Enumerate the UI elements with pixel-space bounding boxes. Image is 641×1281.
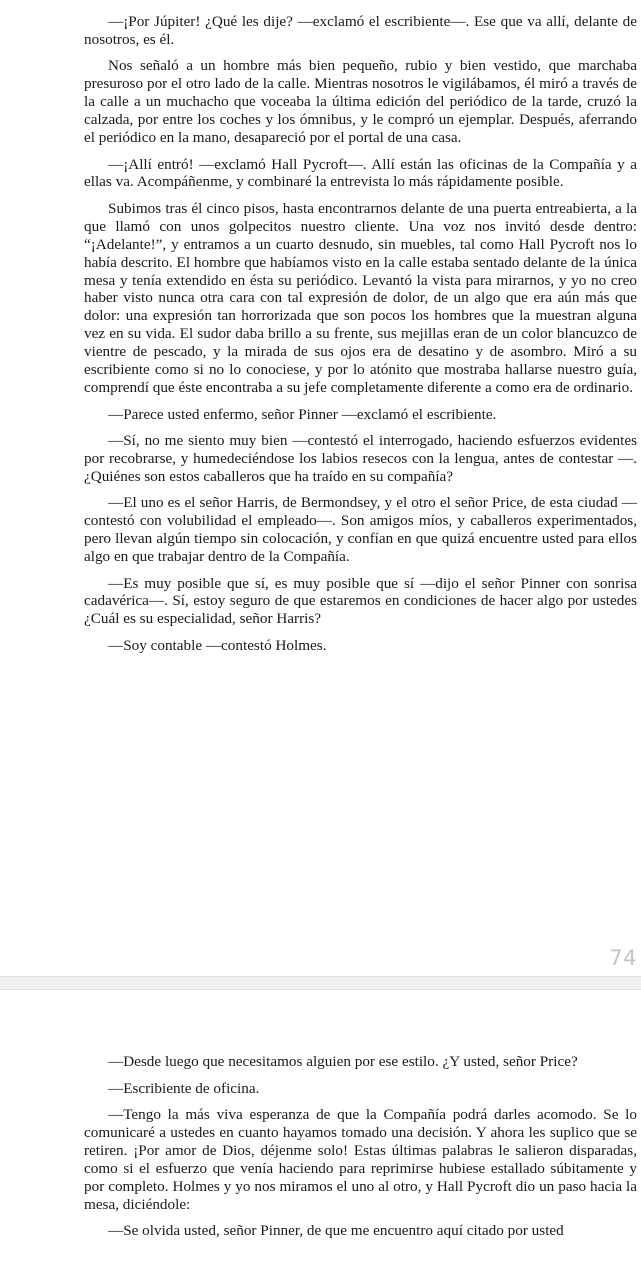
paragraph: —Desde luego que necesitamos alguien por ese estilo. ¿Y usted, señor Price? bbox=[108, 1053, 578, 1070]
paragraph: Nos señaló a un hombre más bien pequeño, rubio y bien vestido, que marchaba presuroso por el otro lado de la calle. Mientras nosotros le vigilábamos, él miró a través de la calle a un muchacho que voceaba la última edición del periódico de la tarde, cruzó la calzada, por entre los coches y los ómnibus, y le compró un ejemplar. Después, aferrando el periódico en la mano, desapareció por el portal de una casa. bbox=[84, 57, 637, 147]
page-number: 74 bbox=[609, 946, 637, 970]
paragraph: —Tengo la más viva esperanza de que la Compañía podrá darles acomodo. Se lo comunicaré a ustedes en cuanto hayamos tomado una decisión. Y ahora les suplico que se retiren. ¡Por amor de Dios, déjenme solo! Estas últimas palabras le salieron disparadas, como si el esfuerzo que venía haciendo para reprimirse hubiese estallado súbitamente y por completo. Holmes y yo nos miramos el uno al otro, y Hall Pycroft dio un paso hacia la mesa, diciéndole: bbox=[84, 1106, 637, 1213]
paragraph: —¡Por Júpiter! ¿Qué les dije? —exclamó el escribiente—. Ese que va allí, delante de nosotros, es él. bbox=[84, 13, 637, 48]
paragraph: —¡Allí entró! —exclamó Hall Pycroft—. Allí están las oficinas de la Compañía y a ellas va. Acompáñenme, y combinaré la entrevista lo más rápidamente posible. bbox=[84, 155, 637, 191]
paragraph: —Sí, no me siento muy bien —contestó el interrogado, haciendo esfuerzos evidentes por recobrarse, y humedeciéndose los labios resecos con la lengua, antes de contestar —. ¿Quiénes son estos caballeros que ha traído en su compañía? bbox=[84, 432, 637, 485]
paragraph: —El uno es el señor Harris, de Bermondsey, y el otro el señor Price, de esta ciudad —contestó con volubilidad el empleado—. Son amigos míos, y caballeros experimentados, pero llevan algún tiempo sin colocación, y confían en que quizá encuentre usted para ellos algo en que trabajar dentro de la Compañía. bbox=[84, 494, 637, 566]
paragraph: —Escribiente de oficina. bbox=[108, 1079, 260, 1097]
page-separator bbox=[0, 976, 641, 990]
page-text bbox=[84, 1053, 637, 1249]
paragraph: —Soy contable —contestó Holmes. bbox=[108, 636, 327, 654]
paragraph: —Parece usted enfermo, señor Pinner —exclamó el escribiente. bbox=[108, 405, 497, 423]
paragraph: Subimos tras él cinco pisos, hasta encontrarnos delante de una puerta entreabierta, a la que llamó con unos golpecitos nuestro cliente. Una voz nos invitó desde dentro: “¡Adelante!”, y entramos a un cuarto desnudo, sin muebles, tal como Hall Pycroft nos lo había descrito. El hombre que habíamos visto en la calle estaba sentado delante de la única mesa y tenía extendido en ésta su periódico. Levantó la vista para mirarnos, y yo no creo haber visto nunca otra cara con tal expresión de dolor, de un algo que era aún más que dolor: una expresión tan horrorizada que son pocos los hombres que la muestran alguna vez en su vida. El sudor daba brillo a su frente, sus mejillas eran de un color blancuzco de vientre de pescado, y la mirada de sus ojos era de desatino y de asombro. Miró a su escribiente como si no lo conociese, y por lo atónito que mostraba hallarse nuestro guía, comprendí que éste encontraba a su jefe completamente diferente a como era de ordinario. bbox=[84, 199, 637, 396]
page-text bbox=[84, 13, 637, 663]
page bbox=[0, 990, 641, 1281]
paragraph: —Es muy posible que sí, es muy posible que sí —dijo el señor Pinner con sonrisa cadavérica—. Sí, estoy seguro de que estaremos en condiciones de hacer algo por ustedes ¿Cuál es su especialidad, señor Harris? bbox=[84, 574, 637, 628]
paragraph: —Se olvida usted, señor Pinner, de que me encuentro aquí citado por usted bbox=[108, 1222, 564, 1240]
